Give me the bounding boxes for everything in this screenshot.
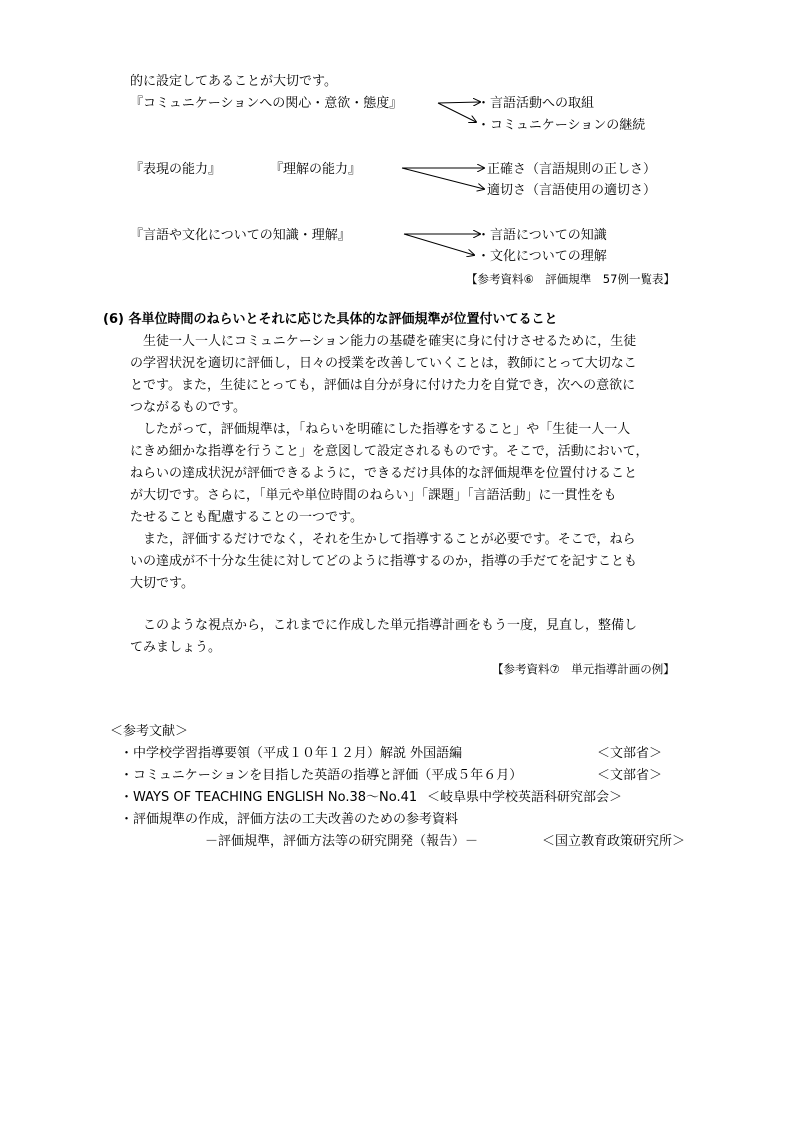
intro-line: 的に設定してあることが大切です。 — [130, 74, 337, 89]
diagram-row3-left: 『言語や文化についての知識・理解』 — [130, 228, 351, 243]
section-6-line-9: たせることも配慮することの一つです。 — [130, 510, 363, 525]
reference-3-source: ＜岐阜県中学校英語科研究部会＞ — [427, 790, 623, 805]
section-6-line-7: ねらいの達成状況が評価できるように，できるだけ具体的な評価規準を位置付けること — [130, 466, 638, 481]
reference-2-source: ＜文部省＞ — [597, 768, 663, 783]
diagram-row1-left: 『コミュニケーションへの関心・意欲・態度』 — [130, 96, 403, 111]
diagram-row1-right-1: ・言語活動への取組 — [477, 96, 595, 111]
section-6-line-2: の学習状況を適切に評価し，日々の授業を改善していくことは，教師にとって大切なこ — [130, 356, 637, 371]
reference-1-source: ＜文部省＞ — [597, 746, 663, 761]
arrow-1a — [438, 102, 480, 103]
reference-material-7: 【参考資料⑦ 単元指導計画の例】 — [492, 662, 675, 676]
arrow-3b — [404, 234, 474, 255]
diagram-row2-left-a: 『表現の能力』 — [130, 162, 222, 177]
closing-line-1: このような視点から，これまでに作成した単元指導計画をもう一度，見直し，整備し — [130, 618, 638, 633]
diagram-row3-right-2: ・文化についての理解 — [477, 249, 607, 264]
section-6-line-4: つながるものです。 — [130, 400, 246, 415]
closing-line-2: てみましょう。 — [130, 640, 222, 655]
arrow-2b — [402, 168, 484, 189]
section-6-line-3: とです。また，生徒にとっても，評価は自分が身に付けた力を自覚でき，次への意欲に — [130, 378, 636, 393]
section-6-heading: (6) 各単位時間のねらいとそれに応じた具体的な評価規準が位置付いてること — [103, 312, 558, 327]
section-6-line-5: したがって，評価規準は，「ねらいを明確にした指導をすること」や「生徒一人一人 — [130, 422, 631, 437]
diagram-row1-right-2: ・コミュニケーションの継続 — [477, 118, 646, 133]
diagram-row3-right-1: ・言語についての知識 — [477, 228, 607, 243]
section-6-line-1: 生徒一人一人にコミュニケーション能力の基礎を確実に身に付けさせるために，生徒 — [130, 334, 637, 349]
arrow-1b — [438, 103, 476, 122]
section-6-line-8: が大切です。さらに，「単元や単位時間のねらい」「課題」「言語活動」に一貫性をも — [130, 488, 617, 503]
reference-3-title: ・WAYS OF TEACHING ENGLISH No.38～No.41 — [120, 790, 418, 805]
reference-material-6: 【参考資料⑥ 評価規準 57例一覧表】 — [466, 272, 675, 286]
reference-2-title: ・コミュニケーションを目指した英語の指導と評価（平成５年６月） — [120, 768, 523, 783]
reference-4-source: ＜国立教育政策研究所＞ — [542, 834, 686, 849]
arrow-diagram — [0, 0, 794, 300]
section-6-line-10: また，評価するだけでなく，それを生かして指導することが必要です。そこで，ねら — [130, 532, 636, 547]
diagram-row2-right-2: 適切さ（言語使用の適切さ） — [487, 183, 657, 198]
reference-4-subtitle: －評価規準，評価方法等の研究開発（報告）－ — [205, 834, 479, 849]
section-6-line-6: にきめ細かな指導を行うこと」を意図して設定されるものです。そこで，活動において， — [130, 444, 649, 459]
reference-1-title: ・中学校学習指導要領（平成１０年１２月）解説 外国語編 — [120, 746, 463, 761]
references-heading: ＜参考文献＞ — [110, 724, 189, 739]
section-6-line-11: いの達成が不十分な生徒に対してどのように指導するのか，指導の手だてを記すことも — [130, 554, 638, 569]
diagram-row2-right-1: 正確さ（言語規則の正しさ） — [487, 162, 657, 177]
reference-4-title: ・評価規準の作成，評価方法の工夫改善のための参考資料 — [120, 812, 459, 827]
section-6-line-12: 大切です。 — [130, 576, 194, 591]
diagram-row2-left-b: 『理解の能力』 — [270, 162, 362, 177]
